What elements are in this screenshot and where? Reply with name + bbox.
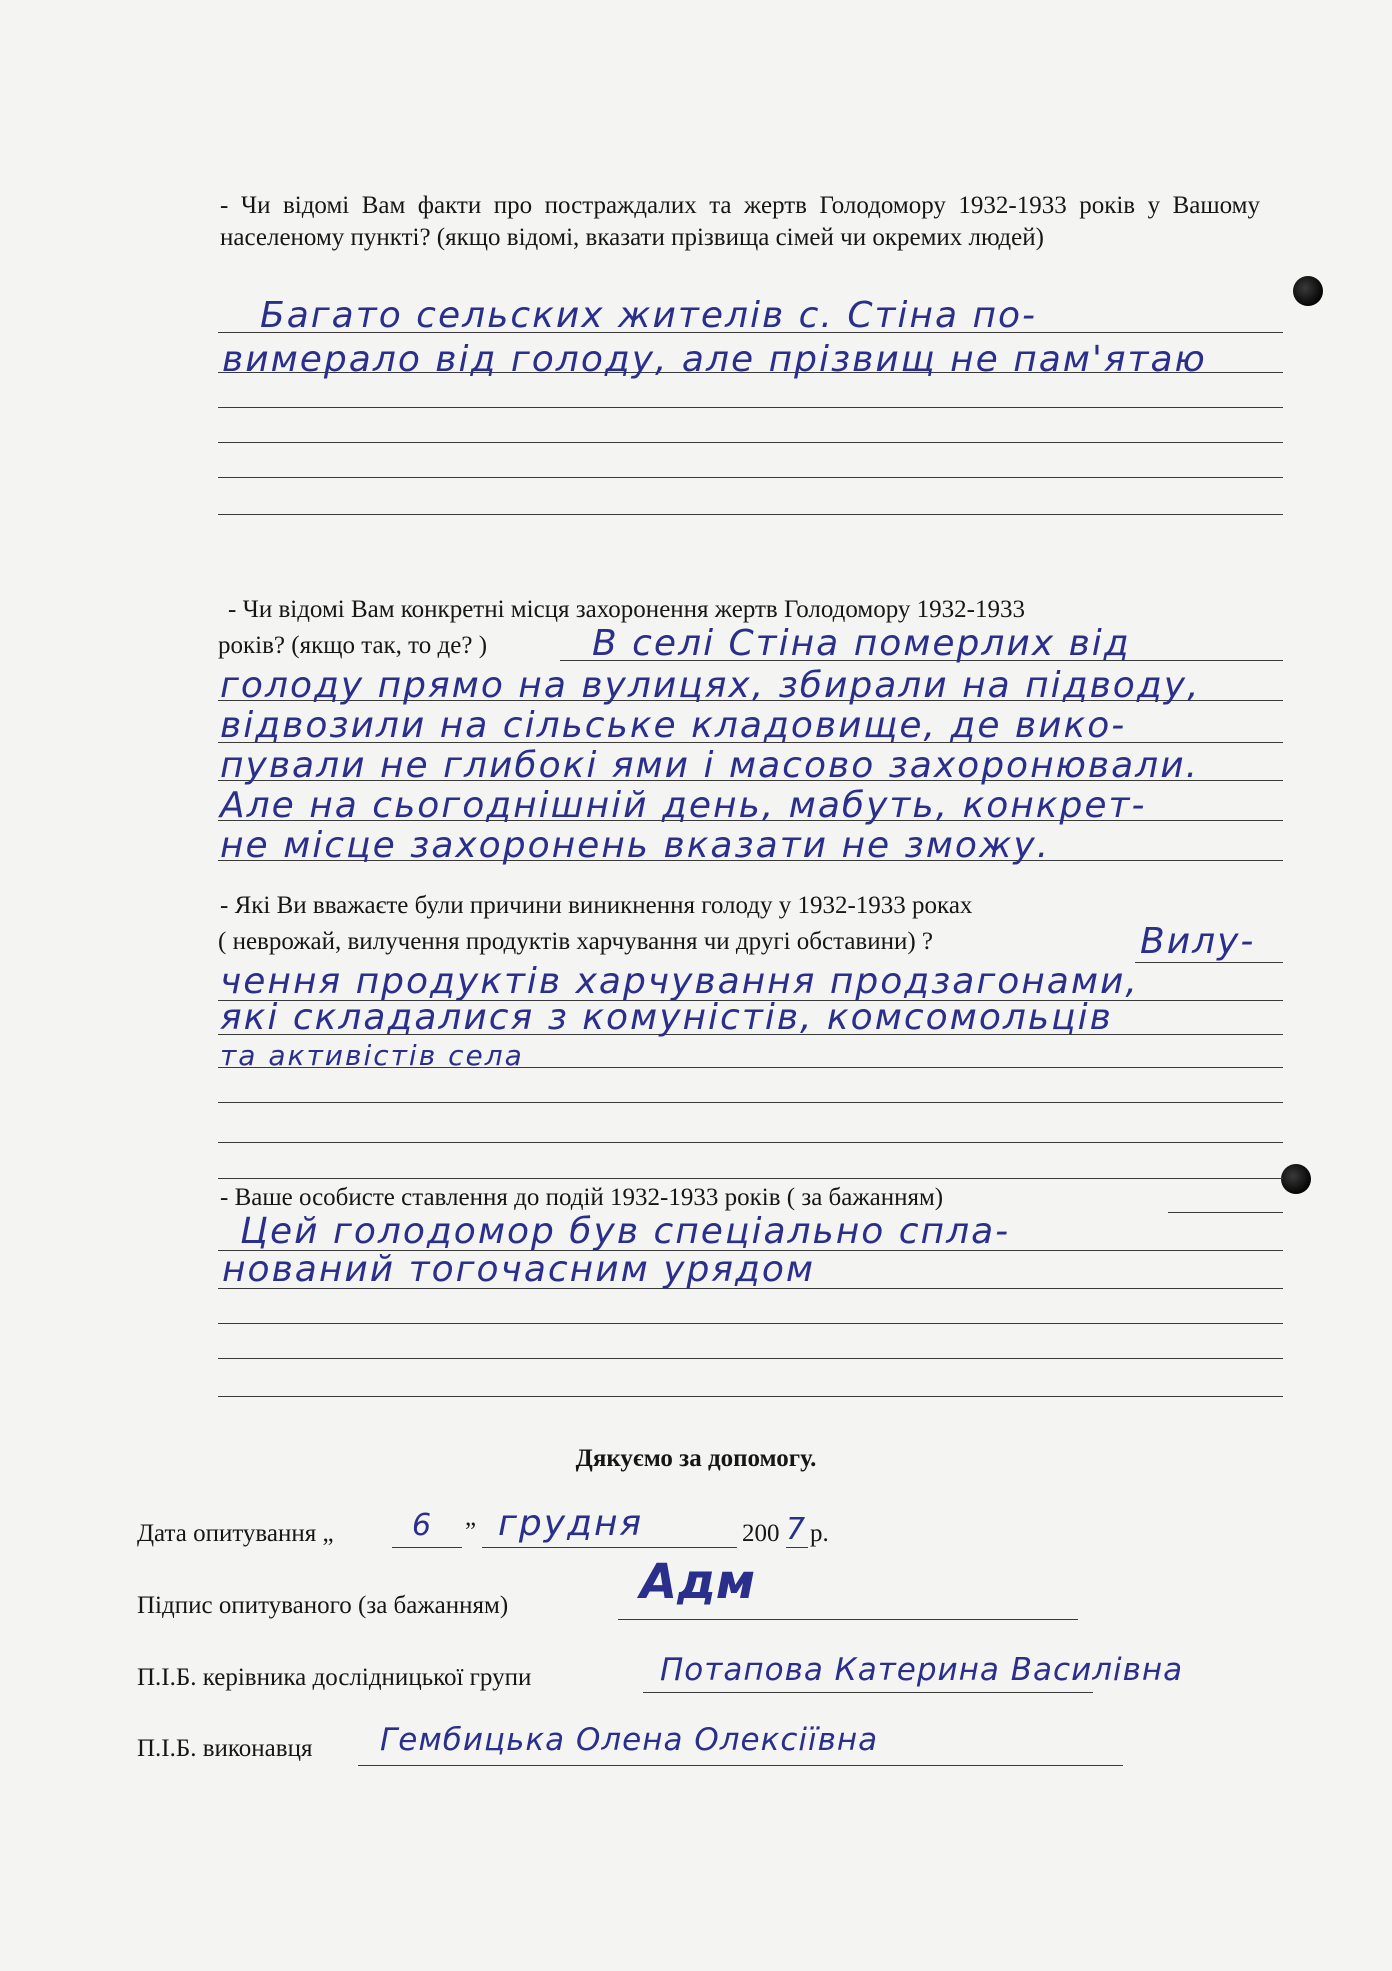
question-3-answer-line-2: чення продуктів харчування продзагонами,	[220, 961, 1139, 1002]
question-2-answer-line-1: В селі Стіна померлих від	[592, 623, 1131, 664]
survey-date-label: Дата опитування „	[137, 1520, 334, 1547]
question-2-answer-line-5: Але на сьогоднішній день, мабуть, конкрет-	[220, 785, 1147, 826]
punch-hole-bottom	[1281, 1164, 1311, 1194]
performer-name: Гембицька Олена Олексіївна	[380, 1722, 879, 1758]
question-1-prompt: - Чи відомі Вам факти про постраждалих та жертв Голодомору 1932-1933 років у Вашому населеному пункті? (якщо відомі, вказати прізвища сімей чи окремих людей)	[220, 192, 1260, 251]
question-3-prompt-line-1: - Які Ви вважаєте були причини виникнення голоду у 1932-1933 роках	[220, 892, 973, 919]
answer-line	[218, 477, 1283, 478]
question-3-prompt-line-2: ( неврожай, вилучення продуктів харчування чи другі обставини) ?	[218, 928, 934, 955]
answer-line	[218, 442, 1283, 443]
question-2-answer-line-3: відвозили на сільське кладовище, де вико-	[220, 705, 1127, 746]
question-2-prompt-line-2: років? (якщо так, то де? )	[218, 632, 488, 659]
group-leader-name: Потапова Катерина Василівна	[660, 1652, 1184, 1688]
survey-date-suffix: р.	[810, 1520, 829, 1547]
answer-line	[218, 1358, 1283, 1359]
group-leader-line	[643, 1692, 1093, 1693]
survey-date-year-digit: 7	[786, 1512, 808, 1547]
question-2-answer-line-6: не місце захоронень вказати не зможу.	[220, 825, 1051, 866]
respondent-signature: Адм	[640, 1554, 756, 1610]
question-2-answer-line-4: пували не глибокі ями і масово захоронювали.	[220, 745, 1200, 786]
performer-label: П.І.Б. виконавця	[137, 1735, 313, 1762]
group-leader-label: П.І.Б. керівника дослідницької групи	[137, 1664, 532, 1691]
answer-line	[218, 1142, 1283, 1143]
question-2-answer-line-2: голоду прямо на вулицях, збирали на підводу,	[220, 665, 1201, 706]
question-3-answer-line-1: Вилу-	[1140, 921, 1256, 962]
thanks-heading: Дякуємо за допомогу.	[575, 1445, 817, 1472]
answer-line	[218, 514, 1283, 515]
date-day-line	[392, 1547, 462, 1548]
answer-line	[1168, 1212, 1283, 1213]
question-2-prompt-line-1: - Чи відомі Вам конкретні місця захоронення жертв Голодомору 1932-1933	[228, 596, 1025, 623]
answer-line	[218, 1396, 1283, 1397]
punch-hole-top	[1293, 276, 1323, 306]
survey-date-day: 6	[412, 1508, 434, 1543]
question-3-answer-line-3: які складалися з комуністів, комсомольців	[220, 997, 1113, 1038]
survey-date-year-prefix: 200	[742, 1520, 780, 1547]
answer-line	[218, 1178, 1283, 1179]
question-3-answer-line-4: та активістів села	[220, 1039, 524, 1072]
question-1-answer-line-1: Багато сельских жителів с. Стіна по-	[260, 295, 1038, 336]
survey-date-month: грудня	[498, 1503, 644, 1544]
answer-line	[218, 1323, 1283, 1324]
answer-line	[218, 1102, 1283, 1103]
date-month-line	[482, 1547, 737, 1548]
question-4-answer-line-2: нований тогочасним урядом	[222, 1249, 816, 1290]
question-1-answer-line-2: вимерало від голоду, але прізвищ не пам'ятаю	[222, 339, 1207, 380]
signature-label: Підпис опитуваного (за бажанням)	[137, 1592, 509, 1619]
answer-line	[218, 407, 1283, 408]
signature-line	[618, 1619, 1078, 1620]
question-4-prompt: - Ваше особисте ставлення до подій 1932-1933 років ( за бажанням)	[220, 1184, 944, 1211]
answer-line	[1135, 962, 1283, 963]
question-4-answer-line-1: Цей голодомор був спеціально спла-	[240, 1211, 1011, 1252]
performer-line	[358, 1765, 1123, 1766]
survey-date-quote: ”	[465, 1518, 477, 1545]
